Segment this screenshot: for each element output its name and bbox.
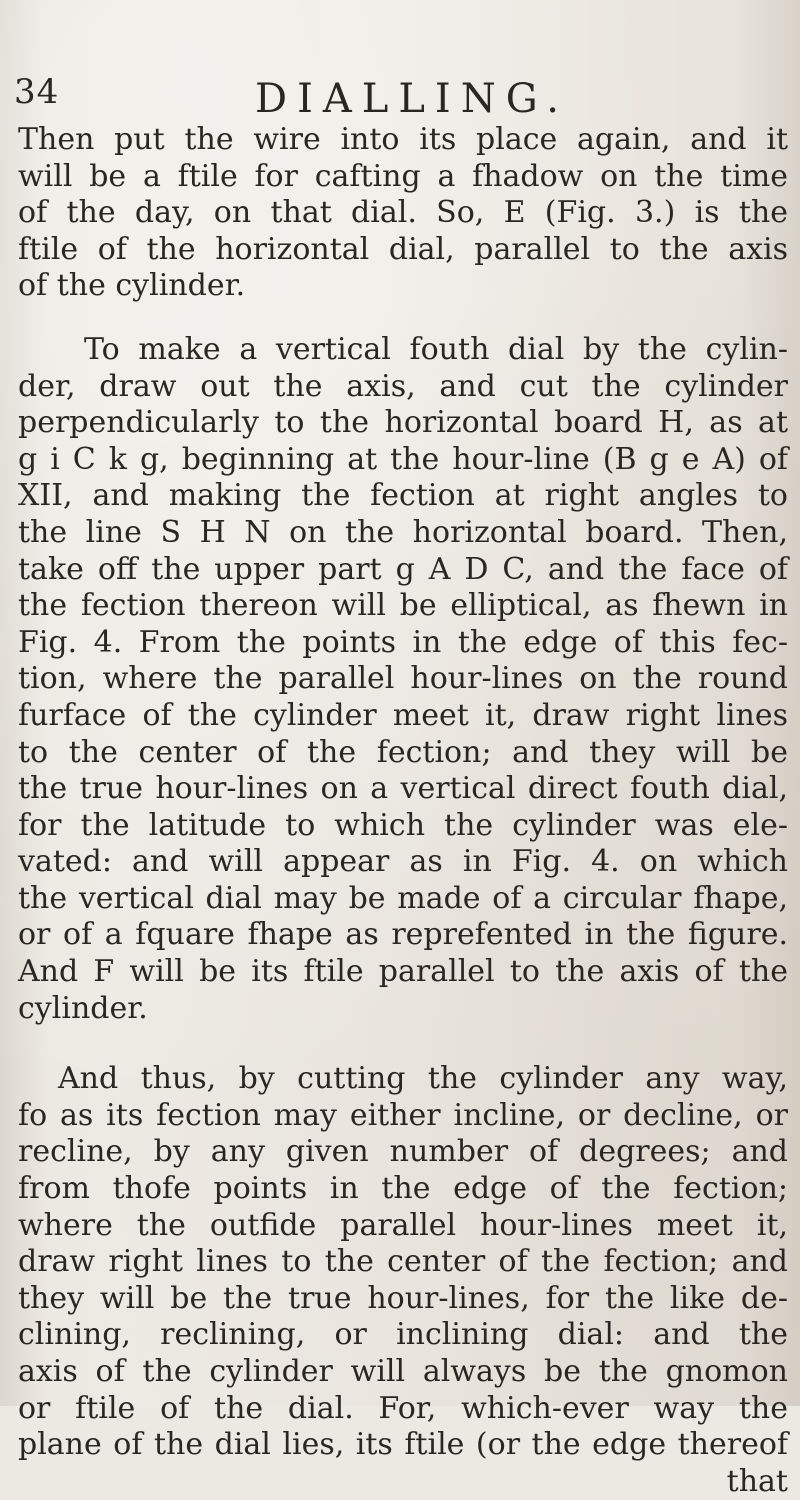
text-line: tion, where the parallel hour-lines on the round xyxy=(18,661,788,697)
text-line: der, draw out the axis, and cut the cylinder xyxy=(18,368,788,404)
text-line: perpendicularly to the horizontal board H, as at xyxy=(18,405,788,441)
text-line: Then put the wire into its place again, and it xyxy=(18,122,788,157)
text-line: furface of the cylinder meet it, draw right lines xyxy=(18,697,788,733)
text-line: the vertical dial may be made of a circular fhape, xyxy=(18,880,788,916)
catchword: that xyxy=(726,1463,788,1499)
text-line: XII, and making the fection at right angles to xyxy=(18,478,788,514)
text-line: or of a fquare fhape as reprefented in the figure. xyxy=(18,917,788,953)
page-number: 34 xyxy=(14,72,60,112)
text-line: axis of the cylinder will always be the gnomon xyxy=(18,1354,788,1389)
text-line: fo as its fection may either incline, or decline, or xyxy=(18,1097,788,1133)
text-line: And thus, by cutting the cylinder any way, xyxy=(58,1061,788,1097)
text-line: And F will be its ftile parallel to the axis of the xyxy=(18,954,788,990)
paragraph-gap xyxy=(18,305,788,332)
text-line: of the day, on that dial. So, E (Fig. 3.) is the xyxy=(18,195,788,231)
text-line: for the latitude to which the cylinder was ele- xyxy=(18,807,788,843)
text-line: to the center of the fection; and they will be xyxy=(18,734,788,770)
paragraph-2 xyxy=(18,332,788,1027)
text-line: the fection thereon will be elliptical, as fhewn in xyxy=(18,588,788,624)
body-text xyxy=(18,122,788,1500)
text-line: vated: and will appear as in Fig. 4. on which xyxy=(18,844,788,880)
running-head: DIALLING. xyxy=(255,76,569,122)
paragraph-1 xyxy=(18,122,788,305)
text-line: recline, by any given number of degrees; and xyxy=(18,1134,788,1170)
text-line: the true hour-lines on a vertical direct fouth dial, xyxy=(18,771,788,807)
text-line: draw right lines to the center of the fection; and xyxy=(18,1244,788,1280)
paragraph-3 xyxy=(18,1061,788,1500)
text-line: clining, reclining, or inclining dial: and the xyxy=(18,1317,788,1353)
text-line: will be a ftile for cafting a fhadow on the time xyxy=(18,158,788,194)
text-line: take off the upper part g A D C, and the face of xyxy=(18,551,788,587)
text-line: from thofe points in the edge of the fection; xyxy=(18,1171,788,1207)
text-line: ftile of the horizontal dial, parallel to the axis xyxy=(18,231,788,267)
text-line: the line S H N on the horizontal board. Then, xyxy=(18,514,788,550)
text-line: To make a vertical fouth dial by the cylin- xyxy=(84,331,788,367)
text-line: cylinder. xyxy=(18,990,148,1026)
text-line: g i C k g, beginning at the hour-line (B g e A) of xyxy=(18,441,788,477)
text-line: Fig. 4. From the points in the edge of this fec- xyxy=(18,624,788,660)
text-line: plane of the dial lies, its ftile (or the edge thereof xyxy=(18,1427,788,1463)
text-line: or ftile of the dial. For, which-ever way the xyxy=(18,1390,788,1426)
paragraph-gap xyxy=(18,1027,788,1061)
text-line: they will be the true hour-lines, for the like de- xyxy=(18,1280,788,1316)
text-line: where the outfide parallel hour-lines meet it, xyxy=(18,1207,788,1243)
text-line: of the cylinder. xyxy=(18,268,246,304)
